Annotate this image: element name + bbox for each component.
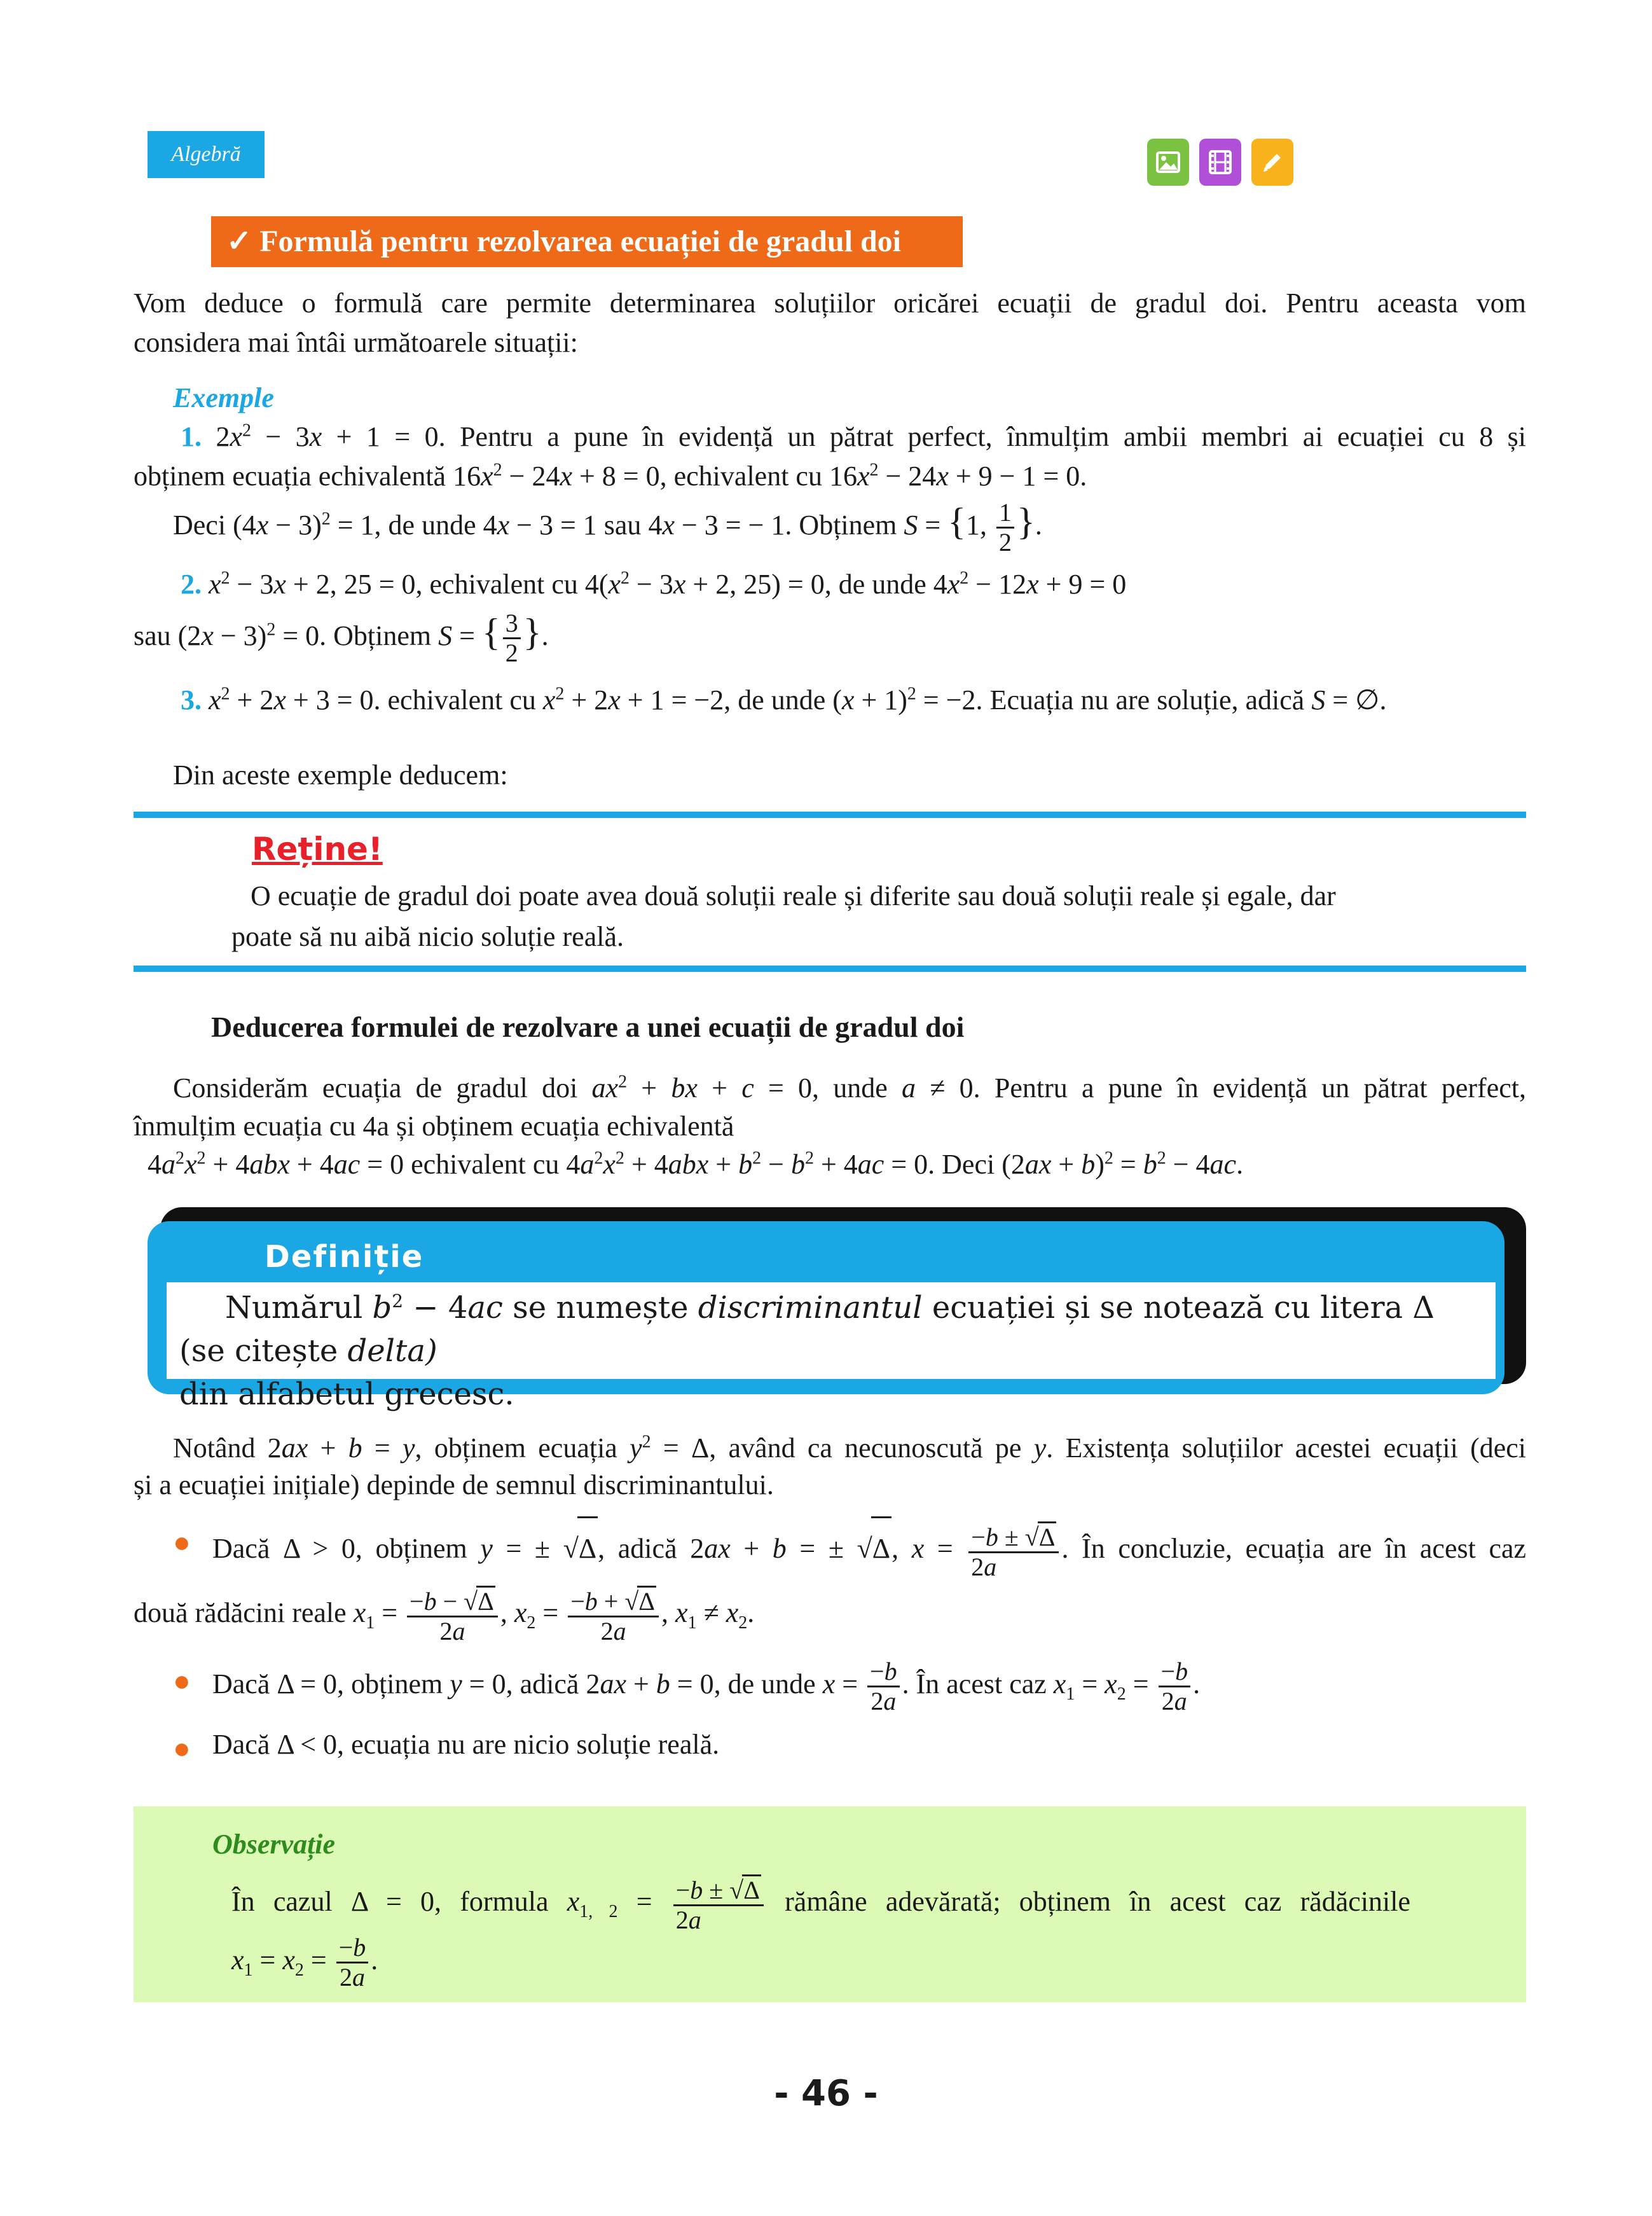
intro-line-1: Vom deduce o formulă care permite determinarea soluțiilor oricărei ecuații de gradul doi. Pentru aceasta vom [134,287,1526,319]
case-2-line: Dacă Δ = 0, obținem y = 0, adică 2ax + b = 0, de unde x = $\frac{-b}{2a}$ . În acest caz $x_1 = x_2$ = $\frac{-b}{2a}$ . [212,1657,1201,1716]
retine-line-1: O ecuație de gradul doi poate avea două soluții reale și diferite sau două soluții reale și egale, dar [251,880,1336,911]
examples-title: Exemple [173,382,274,413]
example-1-line-1: 1. $2x^2 - 3x + 1 = 0$. Pentru a pune în evidență un pătrat perfect, înmulțim ambii membri ai ecuației cu 8 și [181,420,1526,452]
case-1-line-1: Dacă Δ > 0, obținem y = ± √Δ, adică 2ax + b = ± √Δ, x = $\frac{-b \pm √\Delta}{2a}$ . În concluzie, ecuația are în acest caz [212,1516,1526,1581]
cases-line-1: Notând 2ax + b = y, obținem ecuația $y^2 = \Delta$, având ca necunoscută pe y. Existența soluțiilor acestei ecuații (deci [173,1432,1527,1464]
example-2-line-2: sau $(2x - 3)^2 = 0$. Obținem S = { $\frac{3}{2}$ }. [134,609,549,668]
intro-line-2: considera mai întâi următoarele situații: [134,327,578,358]
retine-title: Reține! [252,831,383,868]
definition-title: Definiție [265,1239,424,1275]
example-3-line: 3. $x^2 + 2x + 3 = 0$. echivalent cu $x^2 + 2x + 1 = -2$, de unde $(x + 1)^2 = -2$. Ecuația nu are soluție, adică S = ∅. [181,684,1387,716]
deducere-line-3: $4a^2x^2 + 4abx + 4ac = 0$ echivalent cu $4a^2x^2 + 4abx + b^2 - b^2 + 4ac = 0$. Deci $(2ax + b)^2 = b^2 - 4ac$. [148,1148,1244,1180]
example-1-line-2: obținem ecuația echivalentă $16x^2 - 24x + 8 = 0$, echivalent cu $16x^2 - 24x + 9 - 1 = 0$. [134,460,1087,492]
retine-bottom-rule [134,966,1526,972]
bullet-3: ● [173,1732,191,1764]
section-title: ✓ Formulă pentru rezolvarea ecuației de gradul doi [211,216,963,267]
deducere-title: Deducerea formulei de rezolvare a unei ecuații de gradul doi [211,1011,965,1043]
observation-line-2: $x_1 = x_2$ = $\frac{-b}{2a}$ . [231,1933,378,1992]
example-1-line-3: Deci $(4x - 3)^2 = 1$, de unde 4x − 3 = 1 sau 4x − 3 = − 1. Obținem S = {1, $\frac{1}{2}$ }. [173,498,1042,557]
image-icon[interactable] [1147,139,1189,186]
page-number: - 46 - [774,2073,878,2114]
case-1-line-2: două rădăcini reale $x_1$ = $\frac{-b - √\Delta}{2a}$ , $x_2$ = $\frac{-b + √\Delta}{2a}$ , $x_1 \ne x_2$. [134,1586,755,1645]
film-icon[interactable] [1199,139,1241,186]
observation-title: Observație [212,1829,336,1860]
observation-line-1: În cazul Δ = 0, formula $x_{1, 2}$ = $\frac{-b \pm √\Delta}{2a}$ rămâne adevărată; obținem în acest caz rădăcinile [231,1875,1411,1934]
bullet-1: ● [173,1526,191,1558]
retine-line-2: poate să nu aibă nicio soluție reală. [231,921,624,952]
examples-conclusion: Din aceste exemple deducem: [173,759,508,791]
pencil-icon[interactable] [1251,139,1293,186]
chapter-tag: Algebră [148,131,265,178]
example-2-line-1: 2. $x^2 - 3x + 2$, 25 = 0, echivalent cu $4(x^2 - 3x + 2$, 25) = 0, de unde $4x^2 - 12x + 9 = 0$ [181,568,1127,600]
deducere-line-1: Considerăm ecuația de gradul doi $ax^2$ + bx + c = 0, unde a ≠ 0. Pentru a pune în evidență un pătrat perfect, [173,1072,1526,1104]
bullet-2: ● [173,1665,191,1697]
definition-text: Numărul $b^2 - 4ac$ se numește discriminantul ecuației și se notează cu litera Δ (se citește delta) din alfabetul grecesc. [179,1290,1435,1412]
case-3-line: Dacă Δ < 0, ecuația nu are nicio soluție reală. [212,1729,720,1760]
deducere-line-2: înmulțim ecuația cu 4a și obținem ecuația echivalentă [134,1111,734,1142]
retine-top-rule [134,812,1526,818]
cases-line-2: și a ecuației inițiale) depinde de semnul discriminantului. [134,1469,774,1500]
